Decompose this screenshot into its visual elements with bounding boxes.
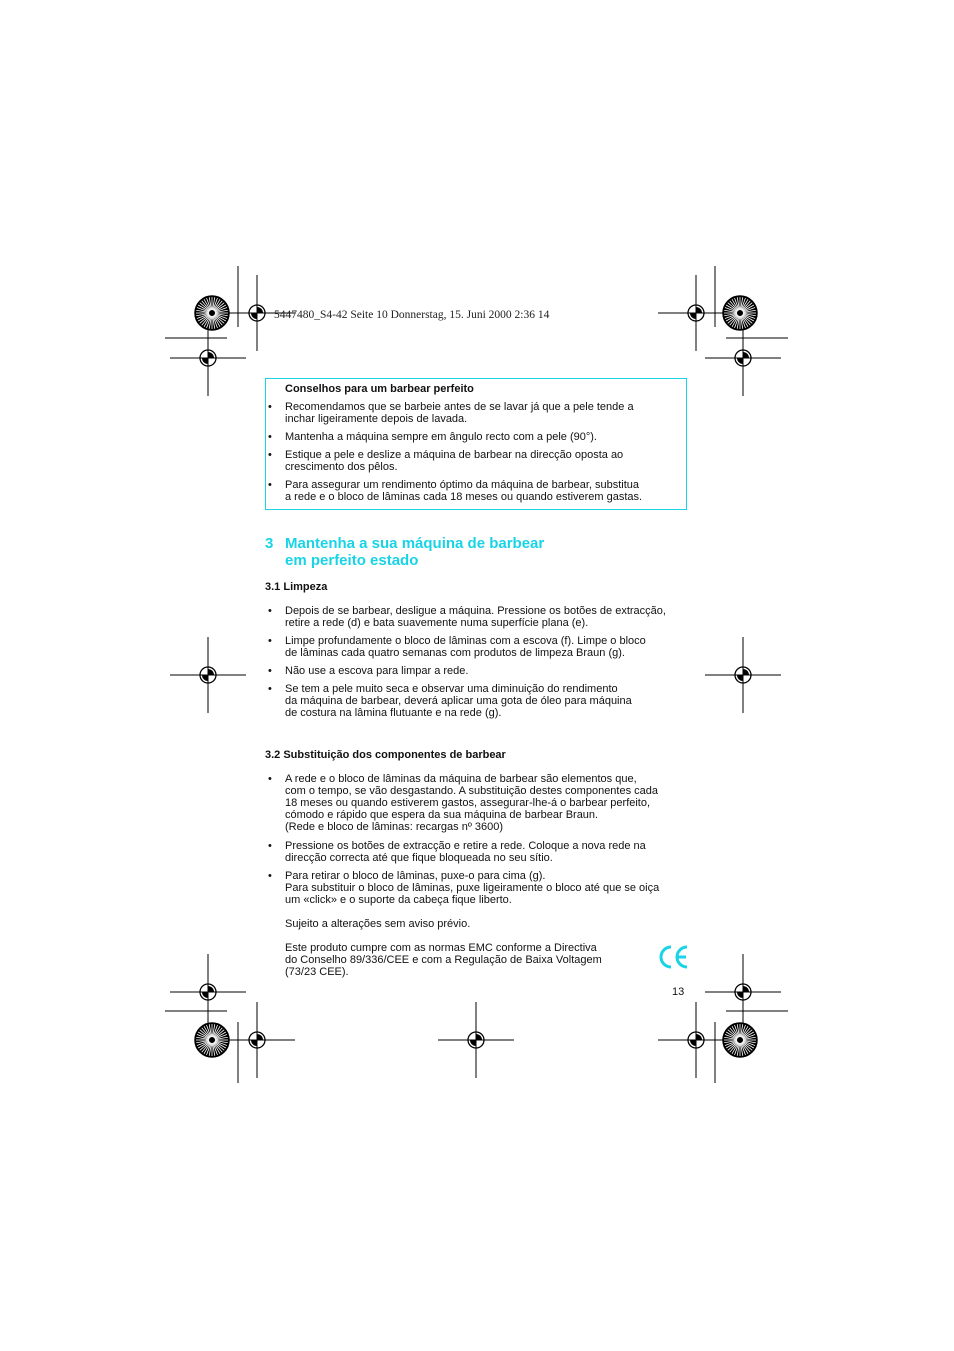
list-item: • Não use a escova para limpar a rede. — [285, 665, 695, 677]
list-item: • Limpe profundamente o bloco de lâminas com a escova (f). Limpe o bloco de lâminas cada quatro semanas com produtos de limpeza Braun (g). — [285, 635, 695, 659]
registration-mark-icon — [170, 954, 246, 1030]
subsection-heading-cleaning: 3.1 Limpeza — [265, 581, 328, 593]
page-number: 13 — [672, 986, 685, 998]
registration-mark-icon — [705, 954, 781, 1030]
starburst-target-icon — [195, 1023, 229, 1057]
starburst-target-icon — [195, 296, 229, 330]
list-item: • A rede e o bloco de lâminas da máquina de barbear são elementos que, com o tempo, se vão desgastando. A substituição destes componentes cada 18 meses ou quando estiverem gastos, assegurar-lhe-á o barbear perfeito, cómodo e rápido que espera da sua máquina de barbear Braun. (Rede e bloco de lâminas: recargas nº 3600) — [285, 773, 695, 833]
change-notice: Sujeito a alterações sem aviso prévio. — [285, 918, 471, 930]
registration-mark-icon — [438, 1002, 514, 1078]
slug-line: 5447480_S4-42 Seite 10 Donnerstag, 15. Juni 2000 2:36 14 — [274, 309, 550, 321]
registration-mark-icon — [705, 320, 781, 396]
section-number: 3 — [265, 535, 274, 552]
list-item: • Pressione os botões de extracção e retire a rede. Coloque a nova rede na direcção correcta até que fique bloqueada no seu sítio. — [285, 840, 695, 864]
starburst-target-icon — [723, 296, 757, 330]
list-item: • Depois de se barbear, desligue a máquina. Pressione os botões de extracção, retire a rede (d) e bata suavemente numa superfície plana (e). — [285, 605, 695, 629]
registration-mark-icon — [170, 320, 246, 396]
section-title-line1: Mantenha a sua máquina de barbear — [285, 535, 545, 552]
section-title-line2: em perfeito estado — [285, 552, 419, 569]
registration-mark-icon — [170, 637, 246, 713]
starburst-target-icon — [723, 1023, 757, 1057]
list-item: • Para retirar o bloco de lâminas, puxe-o para cima (g). Para substituir o bloco de lâminas, puxe ligeiramente o bloco até que se oiça um «click» e o suporte da cabeça fique liberto. — [285, 870, 695, 906]
registration-mark-icon — [219, 1002, 295, 1078]
registration-mark-icon — [705, 637, 781, 713]
list-item: • Para assegurar um rendimento óptimo da máquina de barbear, substitua a rede e o bloco de lâminas cada 18 meses ou quando estiverem gastas. — [285, 479, 695, 503]
list-item: • Mantenha a máquina sempre em ângulo recto com a pele (90°). — [285, 431, 695, 443]
ce-mark-icon — [658, 943, 690, 971]
emc-compliance-text: Este produto cumpre com as normas EMC conforme a Directiva do Conselho 89/336/CEE e com a Regulação de Baixa Voltagem (73/23 CEE). — [285, 942, 602, 978]
subsection-heading-replacement: 3.2 Substituição dos componentes de barbear — [265, 749, 506, 761]
tips-title: Conselhos para um barbear perfeito — [285, 383, 474, 395]
list-item: • Recomendamos que se barbeie antes de se lavar já que a pele tende a inchar ligeiramente depois de lavada. — [285, 401, 695, 425]
list-item: • Se tem a pele muito seca e observar uma diminuição do rendimento da máquina de barbear, deverá aplicar uma gota de óleo para máquina de costura na lâmina flutuante e na rede (g). — [285, 683, 695, 719]
section-heading — [265, 535, 544, 569]
list-item: • Estique a pele e deslize a máquina de barbear na direcção oposta ao crescimento dos pêlos. — [285, 449, 695, 473]
